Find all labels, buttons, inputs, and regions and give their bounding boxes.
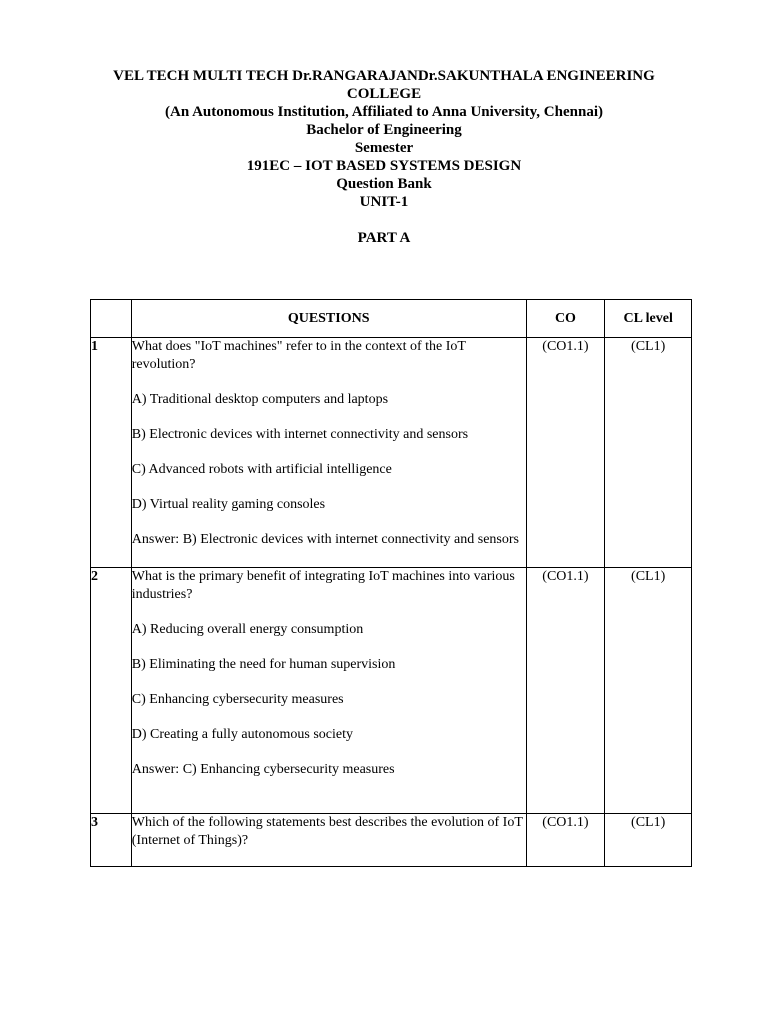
college-name: VEL TECH MULTI TECH Dr.RANGARAJANDr.SAKUNTHALA ENGINEERING COLLEGE (113, 68, 655, 102)
header-cl-level: CL level (605, 300, 692, 338)
option-d: D) Virtual reality gaming consoles (131, 496, 326, 512)
document-type: Question Bank (336, 176, 432, 192)
question-cell (131, 338, 526, 568)
semester-label: Semester (354, 140, 414, 156)
header-questions: QUESTIONS (131, 300, 526, 338)
part-title: PART A (357, 230, 411, 246)
table-row (91, 568, 692, 814)
question-number: 3 (91, 814, 132, 867)
cl-value: (CL1) (605, 338, 692, 568)
question-text: What is the primary benefit of integrating IoT machines into various industries? (131, 569, 515, 602)
unit-label: UNIT-1 (359, 194, 409, 210)
question-number: 1 (91, 338, 132, 568)
table-row (91, 338, 692, 568)
question-text: What does "IoT machines" refer to in the context of the IoT revolution? (131, 339, 466, 372)
option-c: C) Advanced robots with artificial intelligence (131, 461, 392, 477)
question-cell (131, 568, 526, 814)
table-row (91, 814, 692, 867)
header-co: CO (526, 300, 605, 338)
question-table (90, 299, 692, 867)
answer-text: Answer: B) Electronic devices with internet connectivity and sensors (131, 531, 519, 547)
header-number (91, 300, 132, 338)
cl-value: (CL1) (605, 814, 692, 867)
co-value: (CO1.1) (526, 814, 605, 867)
question-number: 2 (91, 568, 132, 814)
option-a: A) Traditional desktop computers and laptops (131, 391, 389, 407)
institution-affiliation: (An Autonomous Institution, Affiliated to Anna University, Chennai) (165, 104, 603, 120)
table-header-row (91, 300, 692, 338)
cl-value: (CL1) (605, 568, 692, 814)
course-title: 191EC – IOT BASED SYSTEMS DESIGN (246, 158, 522, 174)
co-value: (CO1.1) (526, 338, 605, 568)
option-d: D) Creating a fully autonomous society (131, 726, 353, 742)
co-value: (CO1.1) (526, 568, 605, 814)
document-header (0, 67, 768, 211)
answer-text: Answer: C) Enhancing cybersecurity measures (131, 761, 395, 777)
option-c: C) Enhancing cybersecurity measures (131, 691, 344, 707)
question-cell (131, 814, 526, 867)
option-b: B) Electronic devices with internet connectivity and sensors (131, 426, 469, 442)
option-b: B) Eliminating the need for human supervision (131, 656, 396, 672)
option-a: A) Reducing overall energy consumption (131, 621, 364, 637)
degree-name: Bachelor of Engineering (306, 122, 462, 138)
question-text: Which of the following statements best describes the evolution of IoT (Internet of Things)? (131, 815, 523, 848)
